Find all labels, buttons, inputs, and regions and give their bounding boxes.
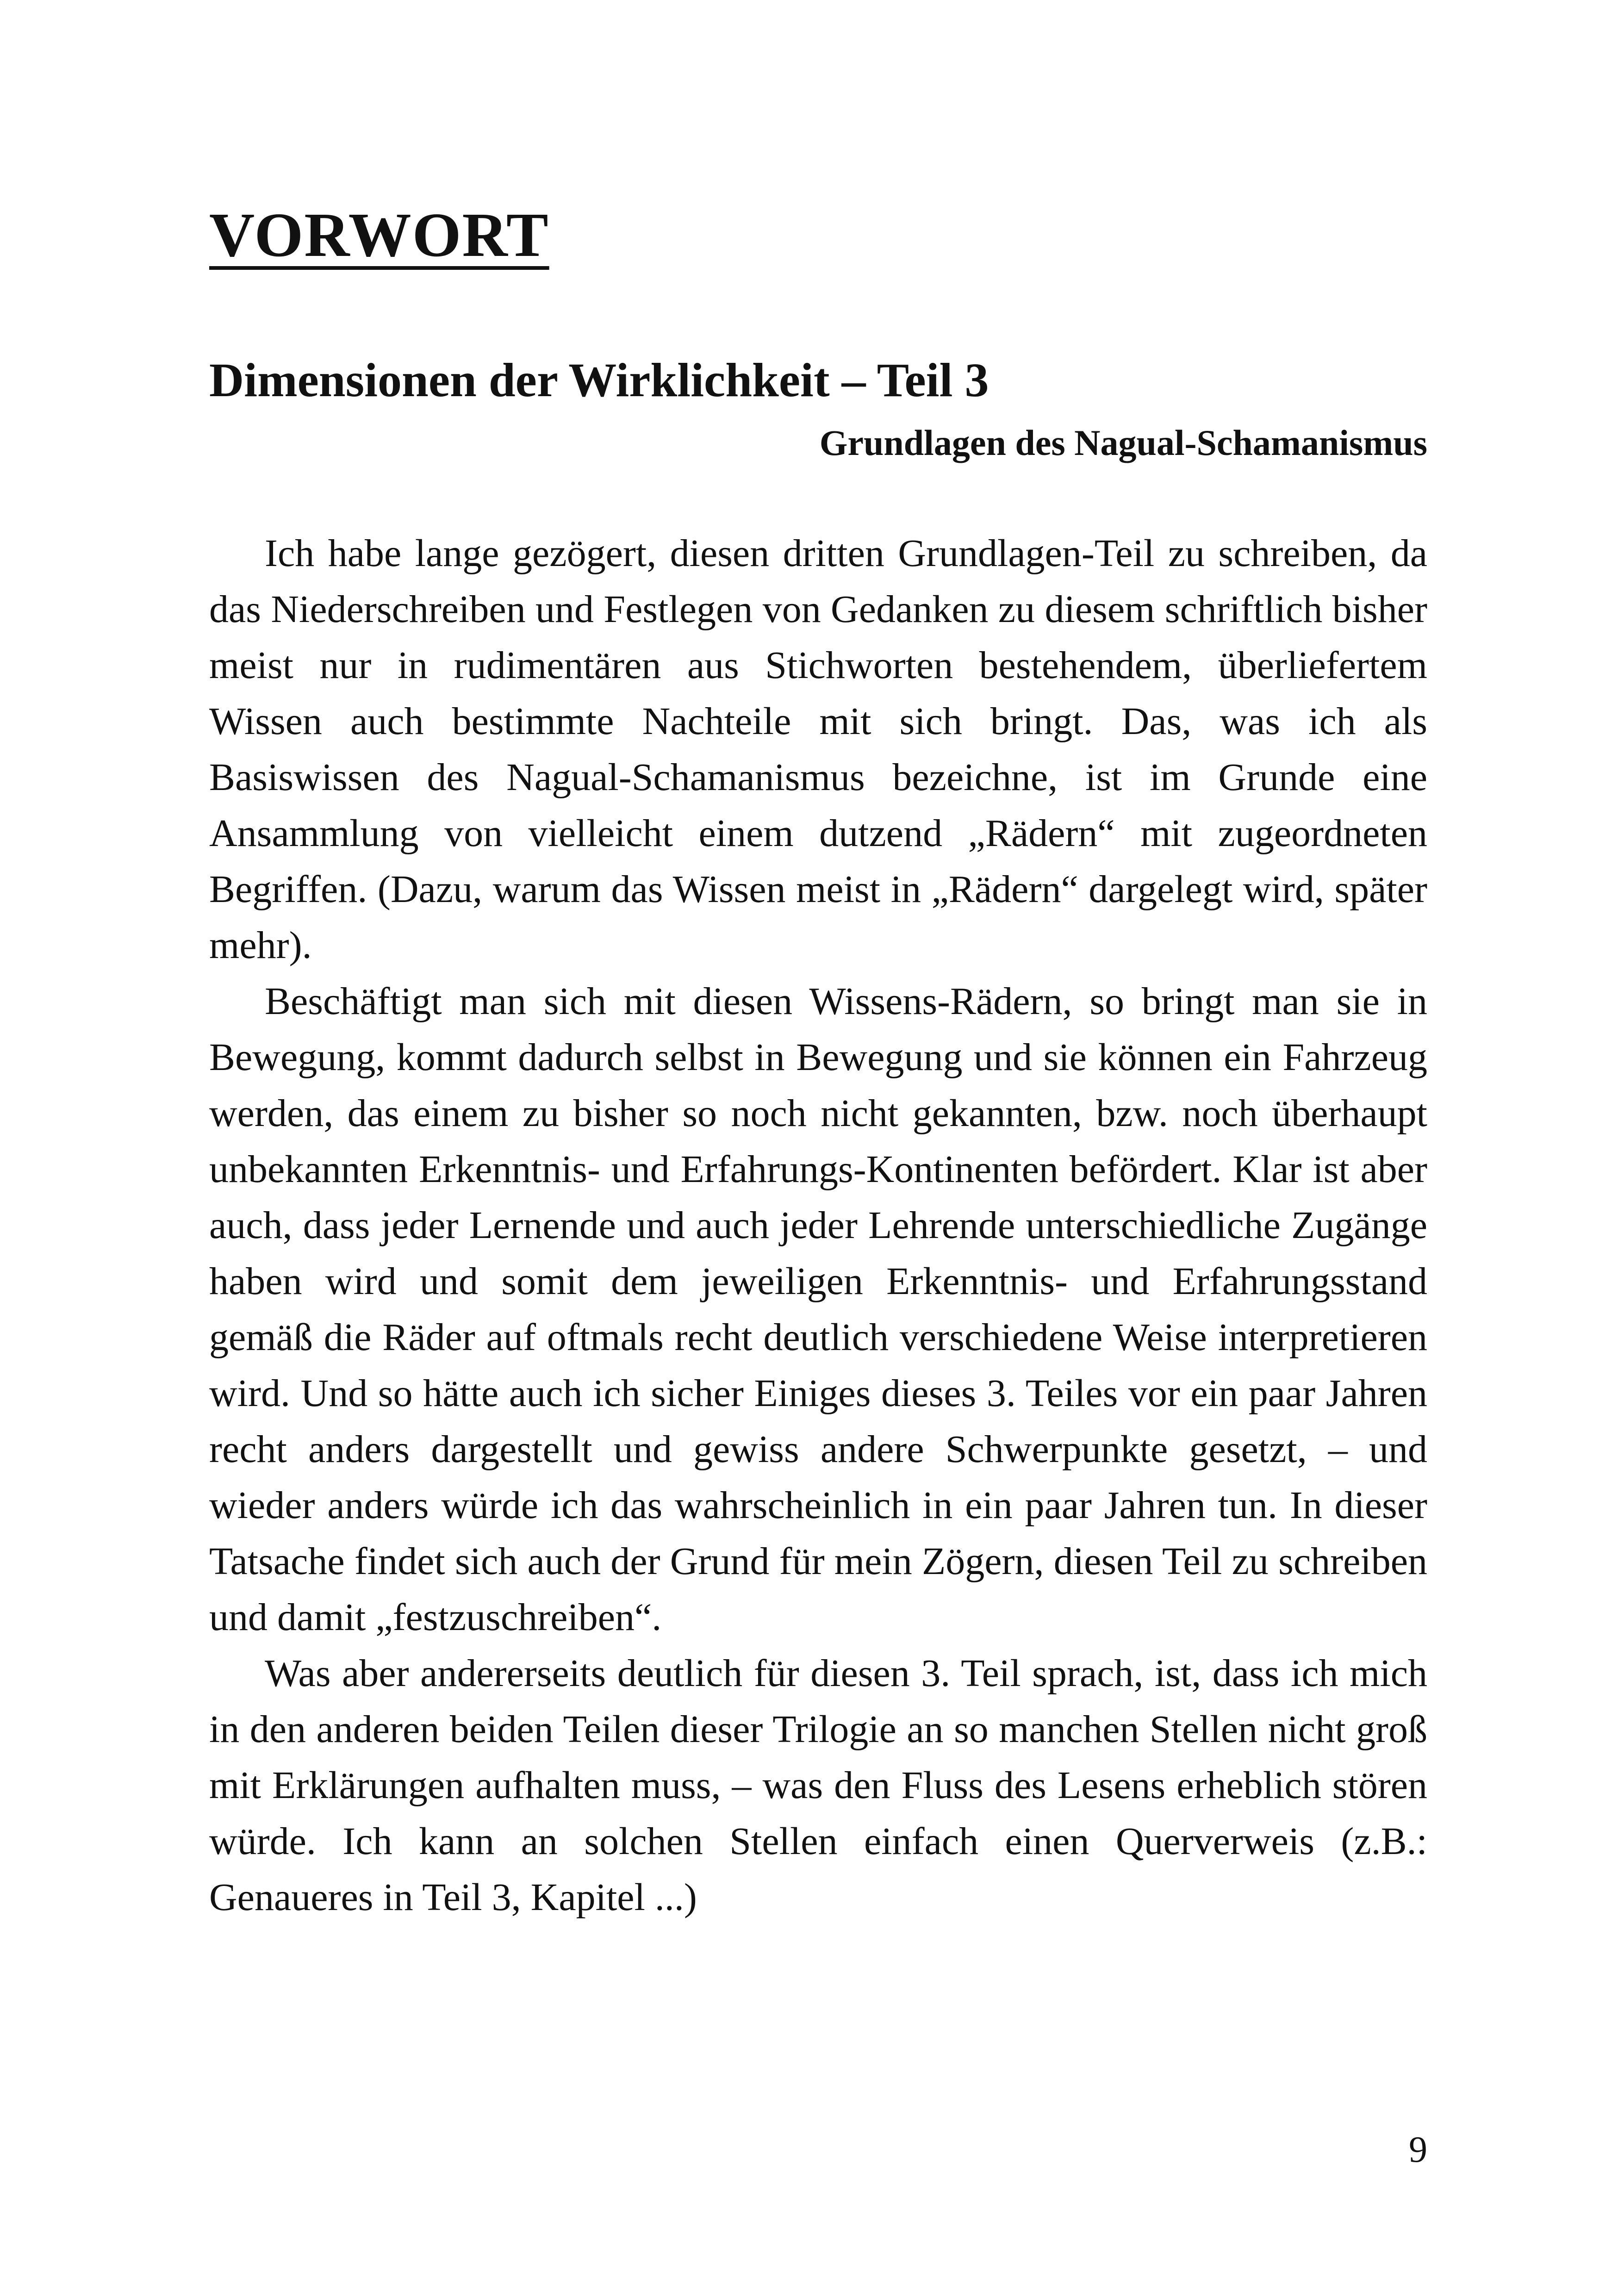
page-number: 9 — [1409, 2129, 1427, 2170]
paragraph: Ich habe lange gezögert, diesen dritten Grundlagen-Teil zu schreiben, da das Niederschreiben und Festlegen von Gedanken zu diesem schriftlich bisher meist nur in rudimentären aus Stichworten bestehendem, überliefertem Wissen auch bestimmte Nachteile mit sich bringt. Das, was ich als Basiswissen des Nagual-Schamanismus bezeichne, ist im Grunde eine Ansammlung von vielleicht einem dutzend „Rädern“ mit zugeordneten Begriffen. (Dazu, warum das Wissen meist in „Rädern“ dargelegt wird, später mehr). — [209, 532, 1427, 967]
section-title: Dimensionen der Wirklichkeit – Teil 3 — [209, 354, 989, 407]
paragraph: Was aber andererseits deutlich für diesen 3. Teil sprach, ist, dass ich mich in den anderen beiden Teilen dieser Trilogie an so manchen Stellen nicht groß mit Erklärungen aufhalten muss, – was den Fluss des Lesens erheblich stören würde. Ich kann an solchen Stellen einfach einen Querverweis (z.B.: Genaueres in Teil 3, Kapitel ...) — [209, 1652, 1427, 1919]
paragraph: Beschäftigt man sich mit diesen Wissens-Rädern, so bringt man sie in Bewegung, kommt dadurch selbst in Bewegung und sie können ein Fahrzeug werden, das einem zu bisher so noch nicht gekannten, bzw. noch überhaupt unbekannten Erkenntnis- und Erfahrungs-Kontinenten befördert. Klar ist aber auch, dass jeder Lernende und auch jeder Lehrende unterschiedliche Zugänge haben wird und somit dem jeweiligen Erkenntnis- und Erfahrungsstand gemäß die Räder auf oftmals recht deutlich verschiedene Weise interpretieren wird. Und so hätte auch ich sicher Einiges dieses 3. Teiles vor ein paar Jahren recht anders dargestellt und gewiss andere Schwerpunkte gesetzt, – und wieder anders würde ich das wahrscheinlich in ein paar Jahren tun. In dieser Tatsache findet sich auch der Grund für mein Zögern, diesen Teil zu schreiben und damit „festzuschreiben“. — [209, 980, 1427, 1639]
chapter-title: VORWORT — [209, 200, 549, 270]
section-subtitle: Grundlagen des Nagual-Schamanismus — [819, 423, 1427, 463]
body-text — [209, 525, 1427, 1925]
